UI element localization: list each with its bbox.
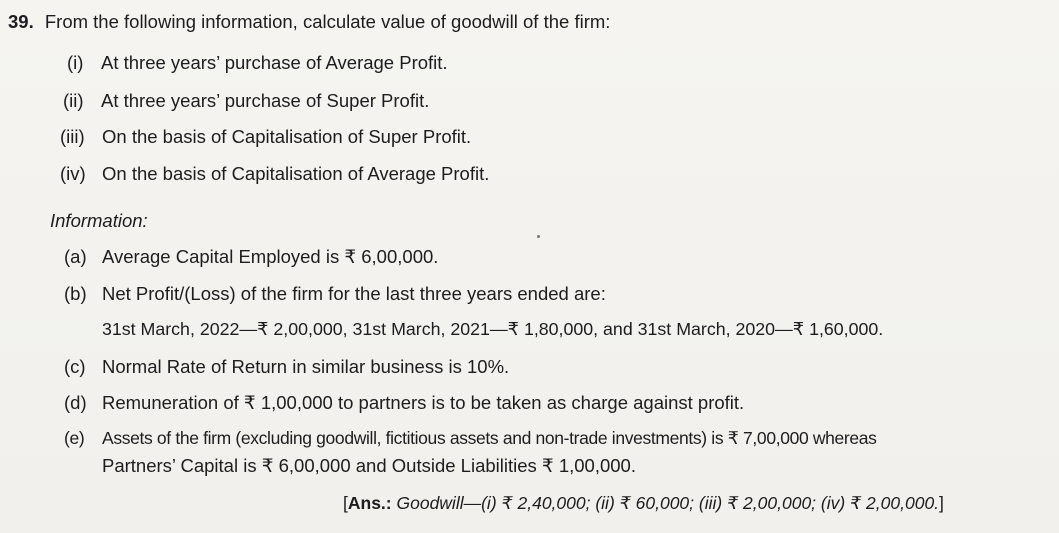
part-marker: (ii)	[63, 90, 84, 111]
info-item	[64, 246, 438, 268]
info-marker: (b)	[64, 283, 87, 304]
part-item	[60, 163, 489, 185]
info-text: Remuneration of ₹ 1,00,000 to partners is to be taken as charge against profit.	[102, 392, 745, 413]
answer-bracket-open: [	[343, 493, 348, 513]
info-text: Assets of the firm (excluding goodwill, fictitious assets and non-trade investments) is ₹ 7,00,000 whereas	[102, 428, 877, 448]
part-text: At three years’ purchase of Average Profit.	[101, 52, 448, 73]
part-text: On the basis of Capitalisation of Average Profit.	[102, 163, 490, 184]
info-marker: (e)	[64, 428, 85, 448]
part-text: On the basis of Capitalisation of Super Profit.	[102, 126, 472, 147]
question-number: 39.	[8, 11, 34, 32]
info-text: Average Capital Employed is ₹ 6,00,000.	[102, 246, 439, 267]
info-marker: (d)	[64, 392, 87, 413]
answer-bracket-close: ]	[939, 493, 944, 513]
info-item	[64, 427, 877, 449]
info-continuation: 31st March, 2022—₹ 2,00,000, 31st March, 2021—₹ 1,80,000, and 31st March, 2020—₹ 1,60,000.	[102, 319, 884, 339]
info-marker: (c)	[64, 356, 86, 377]
info-marker: (a)	[64, 246, 87, 267]
question-heading	[8, 11, 610, 33]
info-item	[64, 356, 509, 378]
print-speck	[537, 235, 540, 238]
info-text: Normal Rate of Return in similar business is 10%.	[102, 356, 510, 377]
part-item	[67, 52, 448, 74]
info-item	[64, 283, 606, 305]
answer-text: Goodwill—(i) ₹ 2,40,000; (ii) ₹ 60,000; (iii) ₹ 2,00,000; (iv) ₹ 2,00,000.	[391, 493, 940, 513]
information-heading: Information:	[50, 210, 148, 231]
info-continuation: Partners’ Capital is ₹ 6,00,000 and Outside Liabilities ₹ 1,00,000.	[102, 455, 636, 476]
question-text: From the following information, calculate value of goodwill of the firm:	[44, 11, 611, 32]
part-marker: (i)	[67, 52, 84, 73]
part-item	[63, 90, 429, 112]
answer-line	[343, 492, 944, 514]
answer-label: Ans.:	[347, 493, 392, 513]
part-text: At three years’ purchase of Super Profit.	[101, 90, 430, 111]
info-item	[64, 392, 744, 414]
info-text: Net Profit/(Loss) of the firm for the last three years ended are:	[102, 283, 606, 304]
part-marker: (iv)	[60, 163, 86, 184]
part-item	[60, 126, 471, 148]
part-marker: (iii)	[60, 126, 85, 147]
